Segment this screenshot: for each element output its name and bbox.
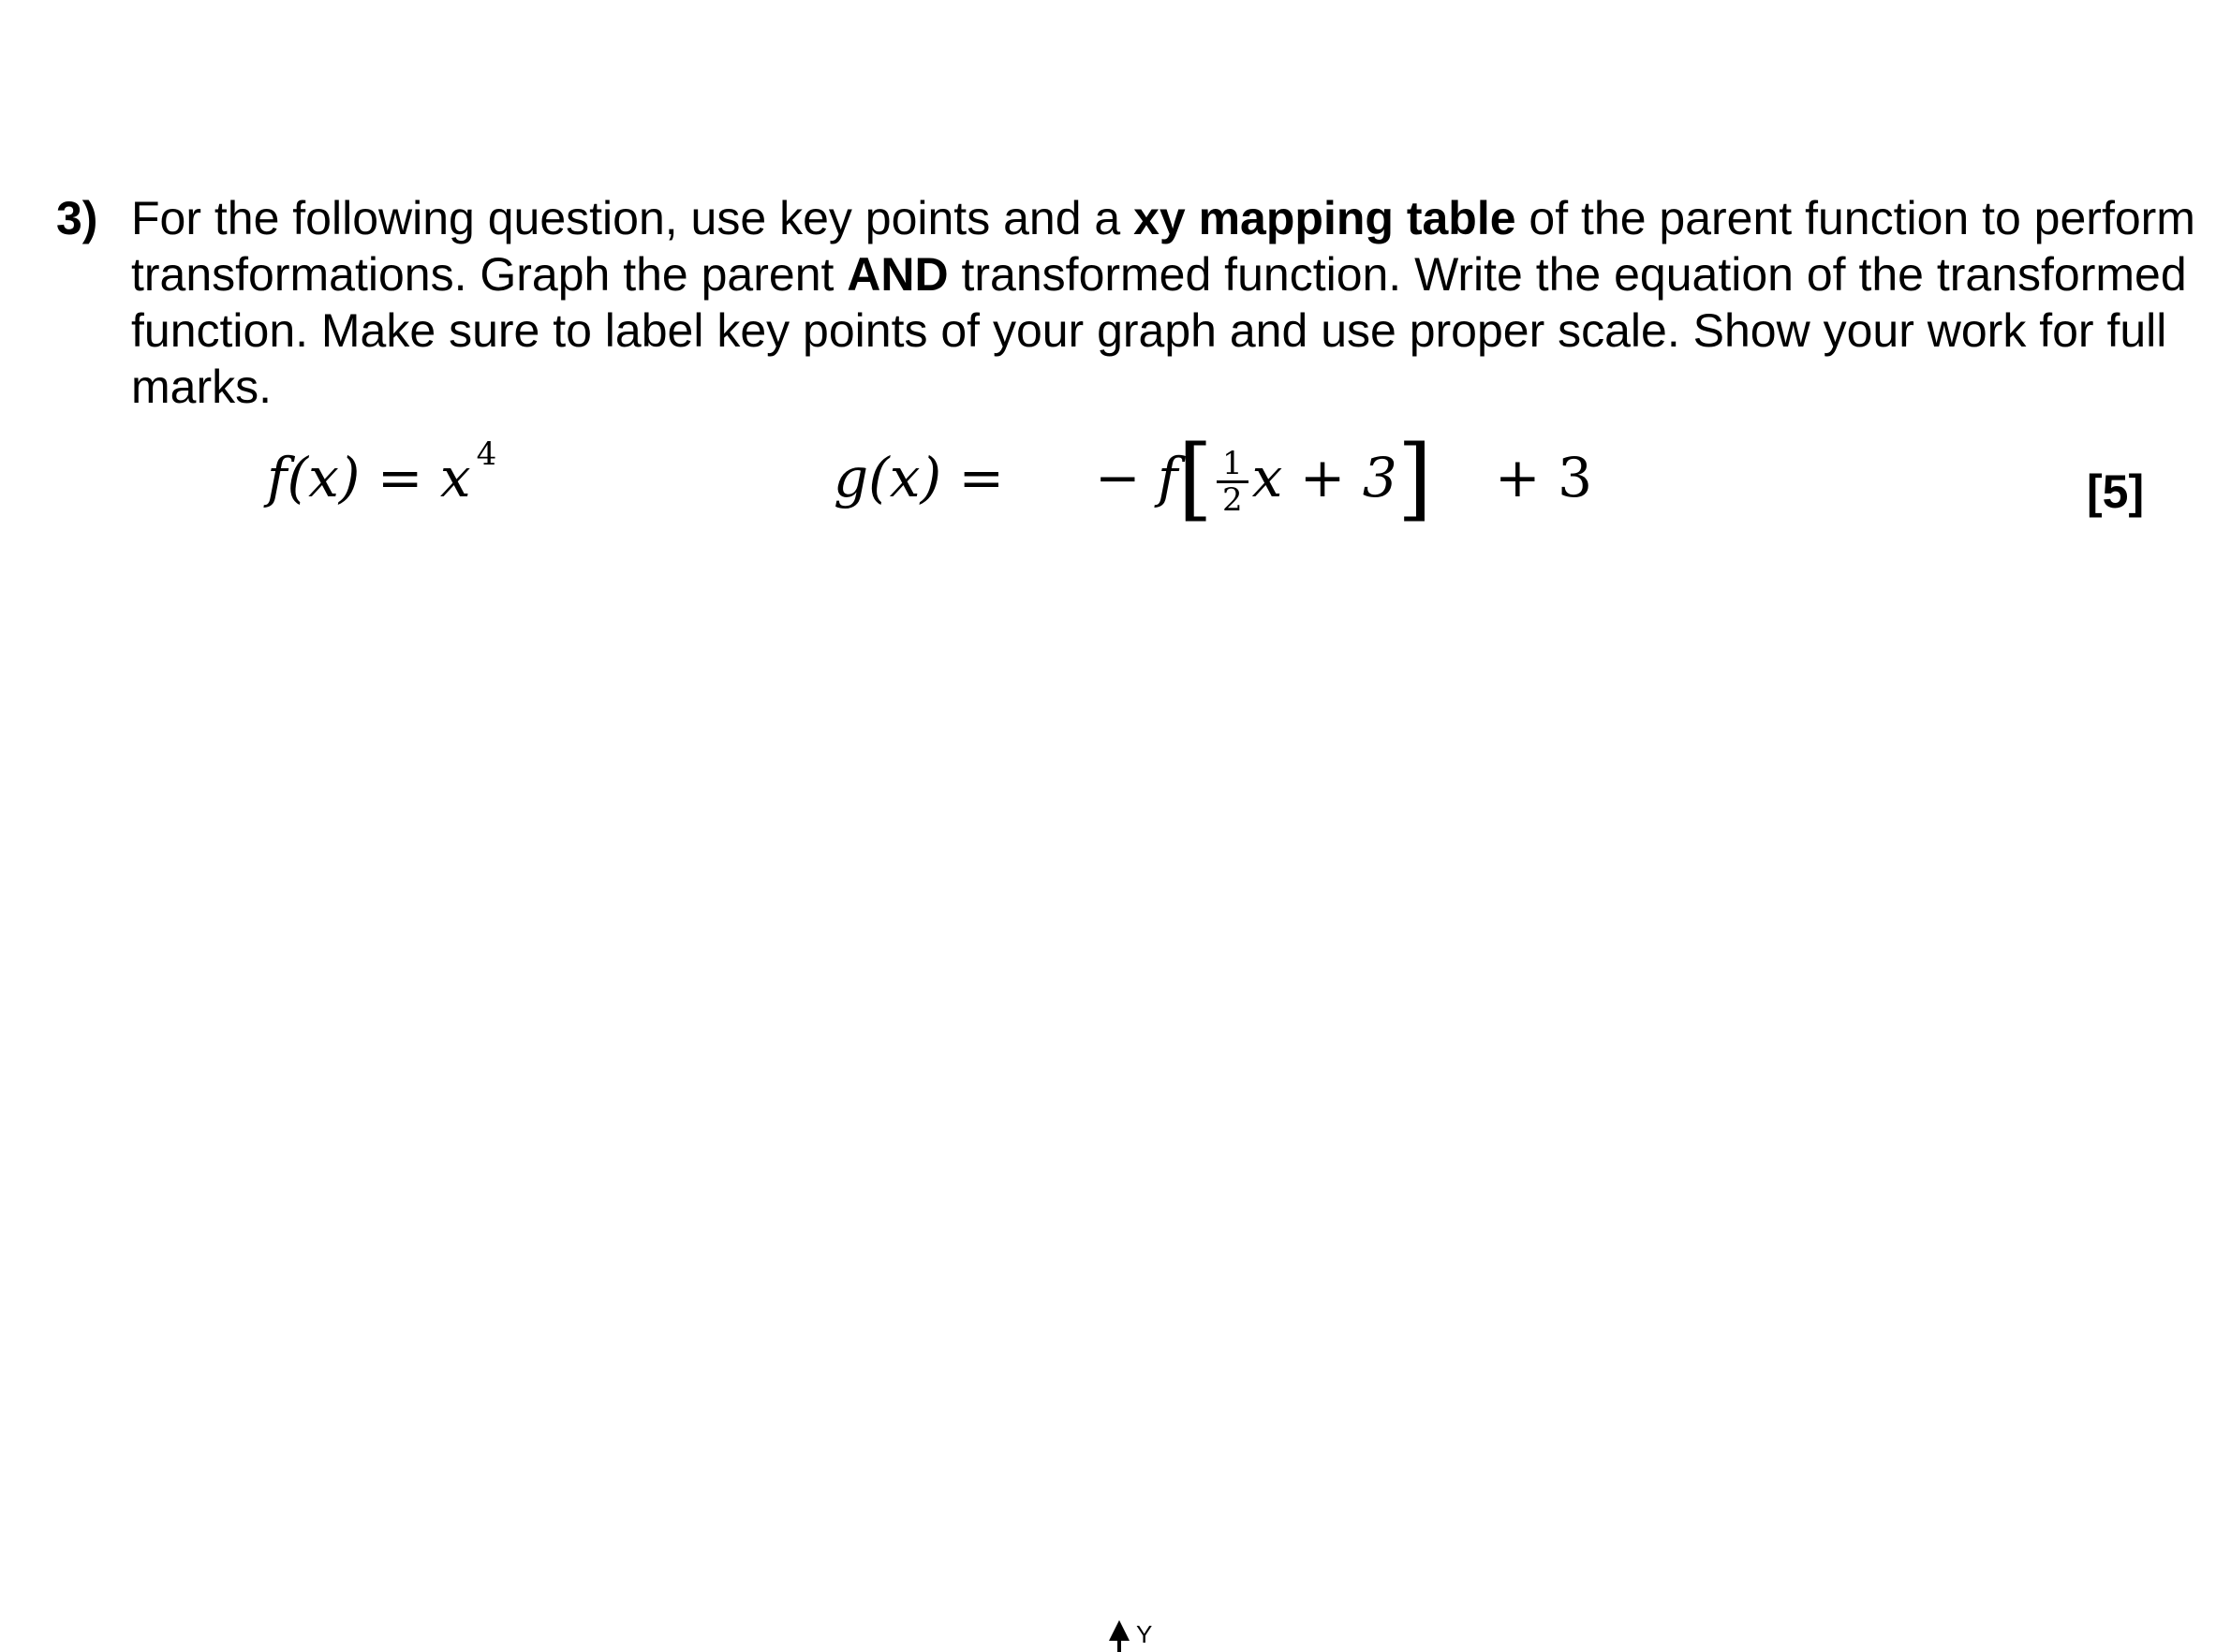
transformed-function-equation (834, 425, 1592, 531)
transformed-function-neg-f: − f (1095, 446, 1178, 509)
parent-function-lhs: f(x) = x (267, 446, 471, 509)
transformed-function-tail: + 3 (1495, 446, 1592, 509)
question-text-part-3: transformed function. Write the equation of the transformed function. Make sure to label key points of your graph and use proper scale. Show your work for full marks. (131, 248, 2187, 413)
question-text-part-1: For the following question, use key points and a (131, 192, 1134, 244)
fraction-denominator: 2 (1221, 481, 1243, 520)
fraction-one-half (1217, 445, 1248, 520)
question-text (131, 190, 2216, 415)
question-text-part-2: of the parent function to perform transformations. Graph the parent (131, 192, 2195, 301)
y-axis-arrow-icon (1105, 1620, 1133, 1652)
parent-function-exponent: 4 (476, 435, 497, 473)
marks-badge: [5] (2087, 465, 2145, 518)
fraction-numerator: 1 (1217, 447, 1248, 483)
open-bracket: [ (1177, 425, 1213, 531)
transformed-function-lhs: g(x) = (834, 446, 1005, 509)
transformed-function-inner: x + 3 (1251, 446, 1397, 509)
parent-function-equation (267, 435, 497, 519)
question-number: 3) (56, 192, 98, 244)
y-axis-label: Y (1136, 1620, 1153, 1648)
question-text-bold-1: xy mapping table (1133, 192, 1516, 244)
close-bracket: ] (1396, 425, 1433, 531)
question-text-bold-2: AND (847, 248, 949, 301)
